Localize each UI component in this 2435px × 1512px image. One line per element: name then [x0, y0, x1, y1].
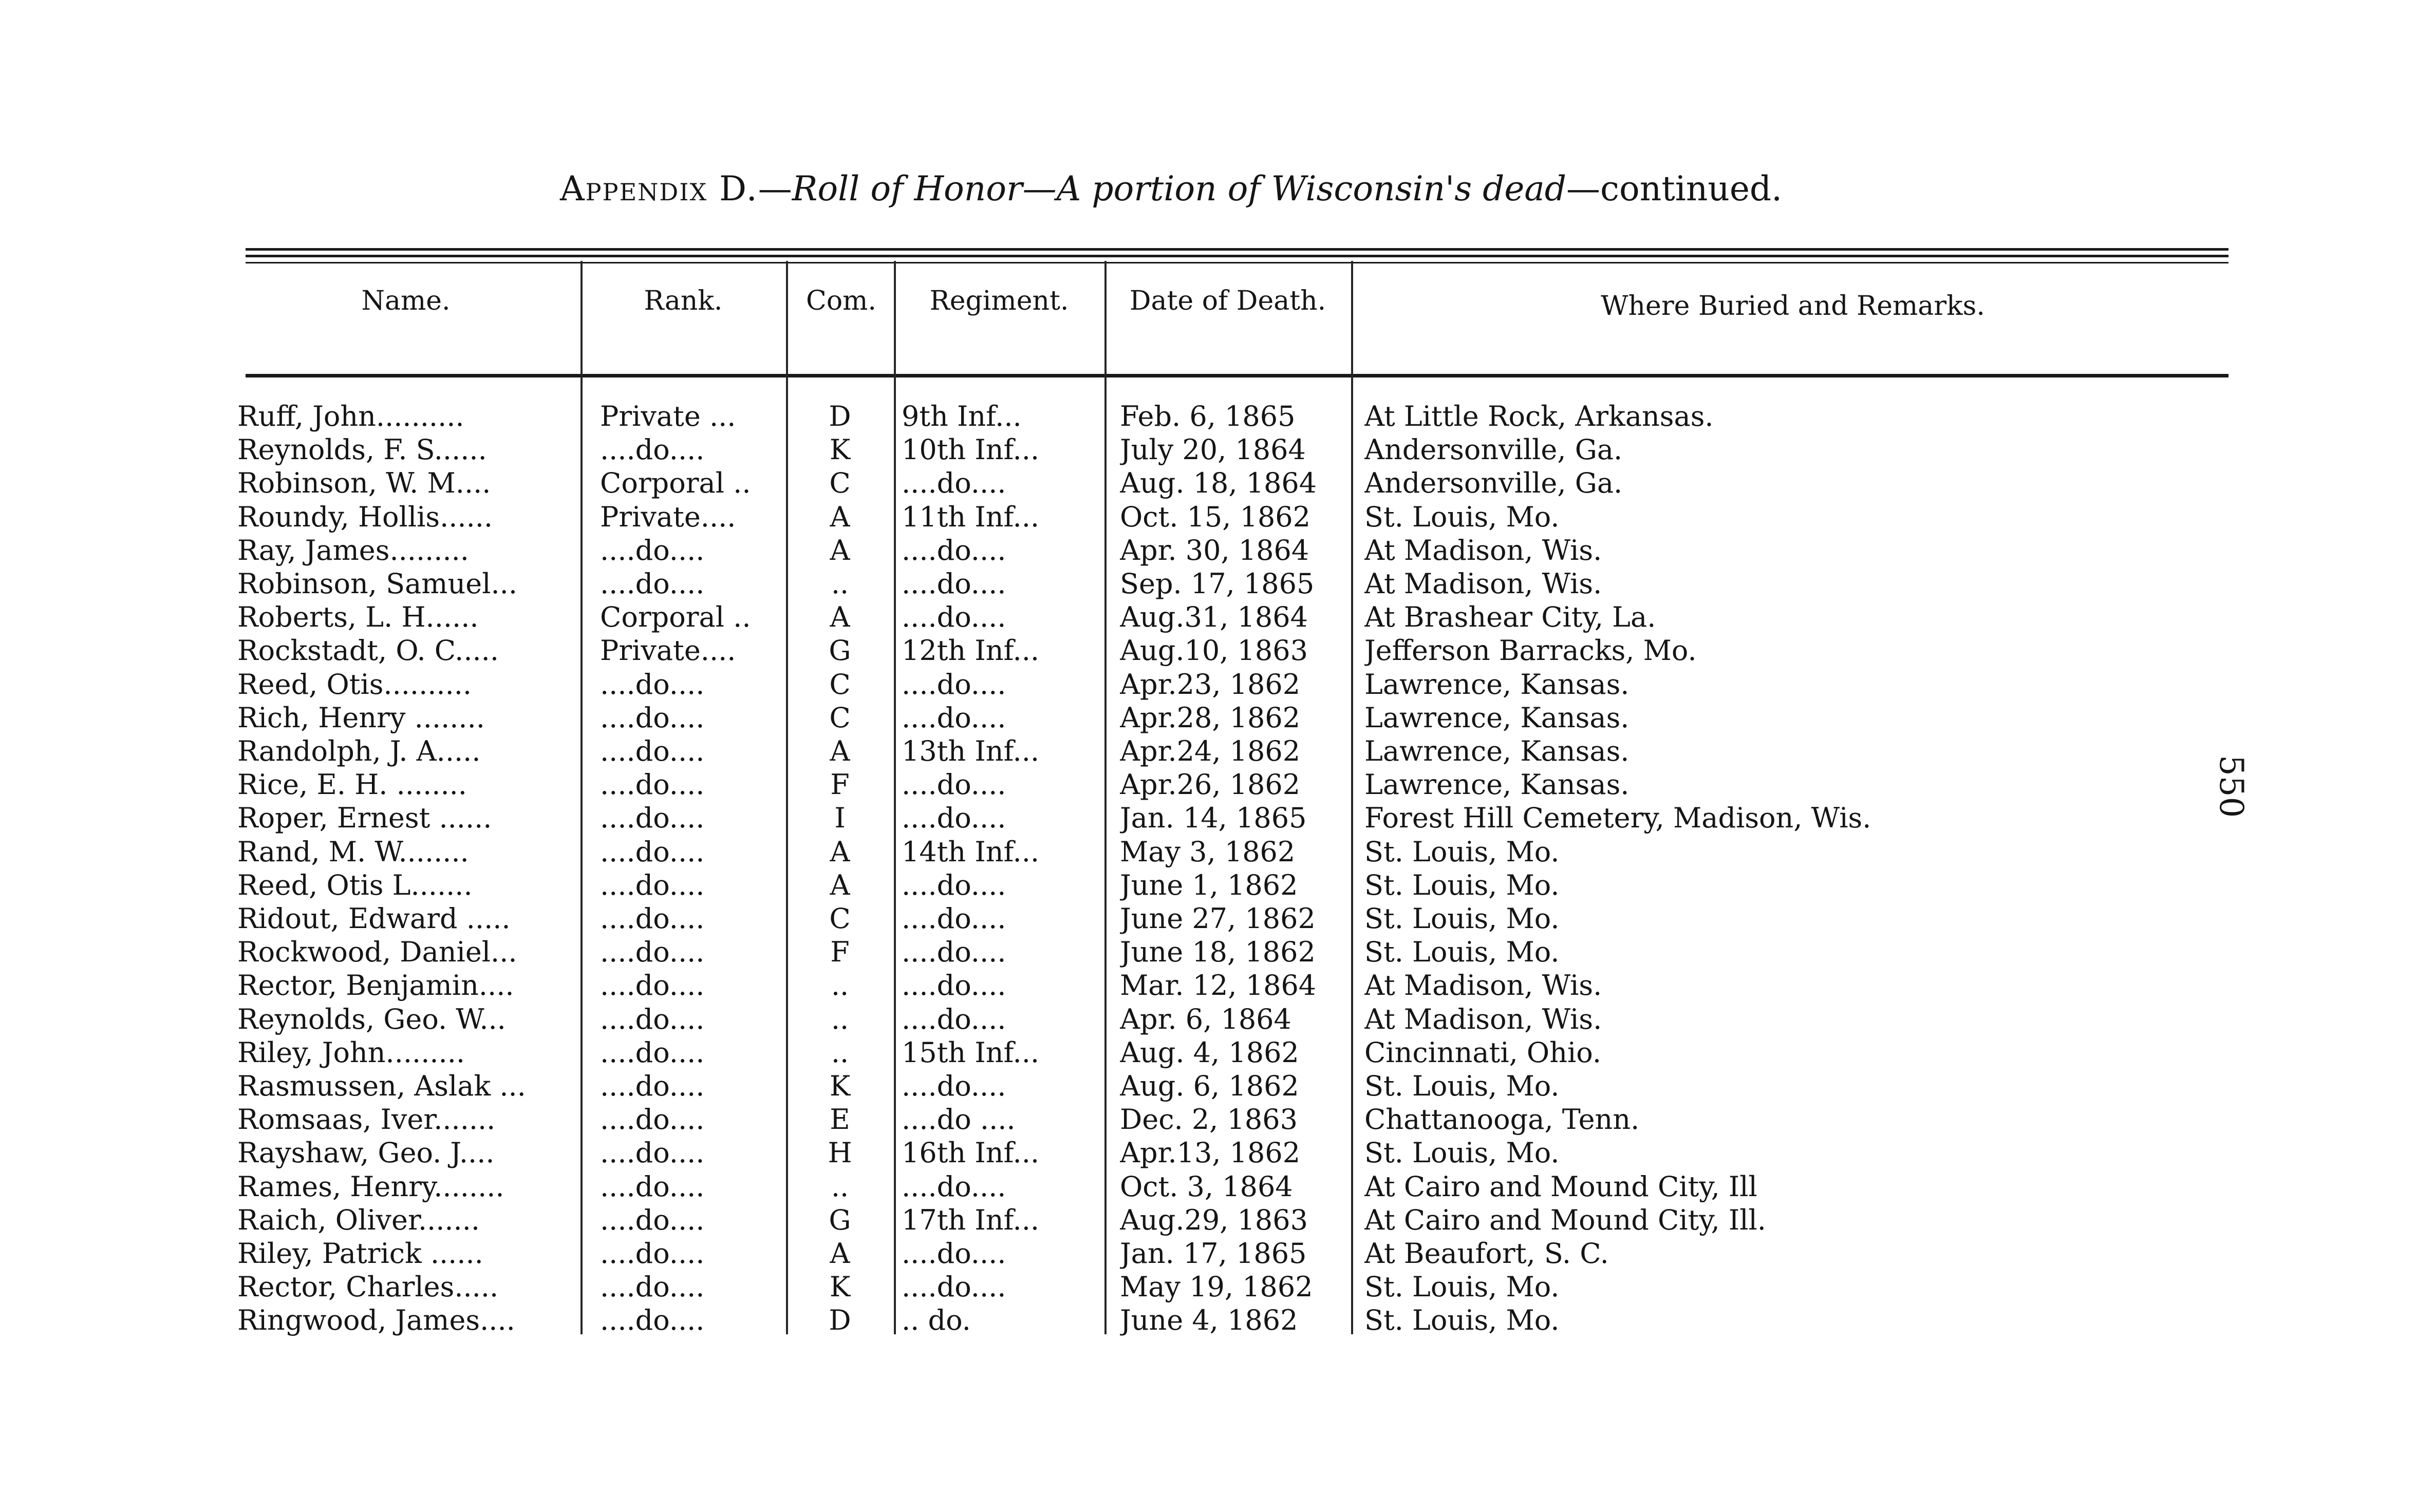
row-company: ..: [831, 1003, 849, 1035]
row-burial-place: Lawrence, Kansas.: [1364, 668, 1629, 701]
table-row: [0, 400, 2435, 433]
row-regiment: 15th Inf...: [902, 1036, 1040, 1069]
table-row: [0, 935, 2435, 969]
row-burial-place: At Brashear City, La.: [1364, 601, 1656, 634]
row-regiment: ....do....: [902, 701, 1006, 734]
row-company: ..: [831, 969, 849, 1002]
row-date-of-death: Dec. 2, 1863: [1120, 1103, 1298, 1136]
header-rank: Rank.: [644, 286, 723, 316]
row-date-of-death: Mar. 12, 1864: [1120, 969, 1317, 1002]
row-date-of-death: Oct. 15, 1862: [1120, 500, 1311, 533]
row-rank: ....do....: [600, 1170, 705, 1203]
table-row: [0, 1203, 2435, 1237]
row-name: Ridout, Edward .....: [237, 902, 511, 935]
row-company: C: [829, 902, 851, 935]
row-name: Rayshaw, Geo. J....: [237, 1137, 495, 1169]
row-regiment: ....do....: [902, 1070, 1006, 1102]
row-regiment: ....do....: [902, 1237, 1006, 1270]
row-date-of-death: Aug.31, 1864: [1120, 601, 1308, 634]
row-rank: ....do....: [600, 868, 705, 901]
page-number: 550: [2212, 755, 2250, 818]
row-rank: ....do....: [600, 768, 705, 801]
row-rank: ....do....: [600, 1003, 705, 1035]
row-date-of-death: June 18, 1862: [1120, 936, 1316, 969]
row-regiment: 16th Inf...: [902, 1137, 1040, 1169]
row-regiment: ....do....: [902, 668, 1006, 701]
table-row: [0, 1237, 2435, 1271]
row-rank: ....do....: [600, 969, 705, 1002]
row-name: Riley, John.........: [237, 1036, 465, 1069]
row-date-of-death: Apr.24, 1862: [1120, 735, 1301, 767]
table-row: [0, 534, 2435, 568]
row-regiment: 10th Inf...: [902, 433, 1040, 466]
row-burial-place: At Madison, Wis.: [1364, 1003, 1602, 1035]
row-regiment: ....do....: [902, 868, 1006, 901]
row-company: D: [829, 1304, 851, 1337]
row-name: Randolph, J. A.....: [237, 735, 481, 767]
row-rank: Corporal ..: [600, 601, 751, 634]
table-row: [0, 1103, 2435, 1137]
table-row: [0, 1303, 2435, 1337]
table-row: [0, 567, 2435, 601]
title-italic: Roll of Honor—A portion of Wisconsin's dead: [792, 169, 1566, 209]
table-row: [0, 701, 2435, 735]
row-date-of-death: June 27, 1862: [1120, 902, 1316, 935]
top-rule-1: [246, 248, 2228, 251]
row-name: Roberts, L. H......: [237, 601, 479, 634]
row-rank: ....do....: [600, 1070, 705, 1102]
row-date-of-death: Jan. 14, 1865: [1120, 802, 1307, 835]
row-name: Rector, Benjamin....: [237, 969, 514, 1002]
row-burial-place: Lawrence, Kansas.: [1364, 768, 1629, 801]
header-name: Name.: [361, 286, 451, 316]
row-date-of-death: July 20, 1864: [1120, 433, 1306, 466]
row-company: A: [830, 735, 850, 767]
row-company: E: [830, 1103, 850, 1136]
row-company: A: [830, 868, 850, 901]
row-company: A: [830, 500, 850, 533]
table-row: [0, 1003, 2435, 1036]
row-company: ..: [831, 568, 849, 600]
row-date-of-death: Jan. 17, 1865: [1120, 1237, 1307, 1270]
row-name: Roundy, Hollis......: [237, 500, 493, 533]
row-date-of-death: Apr.23, 1862: [1120, 668, 1301, 701]
row-date-of-death: Aug. 4, 1862: [1120, 1036, 1299, 1069]
row-burial-place: Lawrence, Kansas.: [1364, 735, 1629, 767]
table-row: [0, 868, 2435, 902]
row-regiment: ....do....: [902, 902, 1006, 935]
row-name: Raich, Oliver.......: [237, 1203, 480, 1236]
header-where: Where Buried and Remarks.: [1601, 291, 1985, 322]
row-name: Ringwood, James....: [237, 1304, 515, 1337]
row-burial-place: At Madison, Wis.: [1364, 534, 1602, 566]
table-row: [0, 768, 2435, 802]
row-rank: ....do....: [600, 1237, 705, 1270]
title-appendix: Appendix D.: [560, 169, 758, 209]
row-burial-place: At Cairo and Mound City, Ill.: [1364, 1203, 1766, 1236]
row-burial-place: At Cairo and Mound City, Ill: [1364, 1170, 1757, 1203]
row-date-of-death: Aug.10, 1863: [1120, 634, 1308, 667]
row-regiment: ....do ....: [902, 1103, 1016, 1136]
row-date-of-death: Feb. 6, 1865: [1120, 400, 1296, 432]
row-burial-place: At Madison, Wis.: [1364, 568, 1602, 600]
table-row: [0, 466, 2435, 500]
row-burial-place: Andersonville, Ga.: [1364, 433, 1623, 466]
row-burial-place: St. Louis, Mo.: [1364, 500, 1560, 533]
row-company: H: [828, 1137, 852, 1169]
header-com: Com.: [806, 286, 876, 316]
row-burial-place: At Little Rock, Arkansas.: [1364, 400, 1714, 432]
table-row: [0, 734, 2435, 768]
row-rank: ....do....: [600, 1271, 705, 1303]
row-regiment: 13th Inf...: [902, 735, 1040, 767]
row-regiment: ....do....: [902, 467, 1006, 500]
row-date-of-death: June 4, 1862: [1120, 1304, 1298, 1337]
row-name: Reynolds, Geo. W...: [237, 1003, 506, 1035]
title-tail: —continued.: [1566, 169, 1783, 209]
row-rank: ....do....: [600, 1304, 705, 1337]
row-company: C: [829, 467, 851, 500]
row-company: K: [829, 1070, 851, 1102]
row-regiment: ....do....: [902, 1003, 1006, 1035]
row-regiment: ....do....: [902, 1170, 1006, 1203]
row-name: Roper, Ernest ......: [237, 802, 492, 835]
row-name: Reed, Otis..........: [237, 668, 472, 701]
row-rank: ....do....: [600, 1137, 705, 1169]
row-company: I: [834, 802, 846, 835]
table-row: [0, 969, 2435, 1003]
row-burial-place: Lawrence, Kansas.: [1364, 701, 1629, 734]
row-regiment: ....do....: [902, 768, 1006, 801]
row-regiment: 9th Inf...: [902, 400, 1022, 432]
row-regiment: 14th Inf...: [902, 835, 1040, 868]
row-company: ..: [831, 1036, 849, 1069]
table-row: [0, 1036, 2435, 1070]
row-date-of-death: June 1, 1862: [1120, 868, 1298, 901]
row-name: Rector, Charles.....: [237, 1271, 499, 1303]
row-rank: ....do....: [600, 534, 705, 566]
table-row: [0, 1136, 2435, 1170]
table-row: [0, 600, 2435, 634]
row-name: Reynolds, F. S......: [237, 433, 487, 466]
row-rank: Corporal ..: [600, 467, 751, 500]
row-company: G: [829, 634, 851, 667]
row-rank: ....do....: [600, 902, 705, 935]
row-rank: ....do....: [600, 802, 705, 835]
row-burial-place: St. Louis, Mo.: [1364, 1271, 1560, 1303]
top-rule-2: [246, 255, 2228, 257]
table-row: [0, 1270, 2435, 1304]
row-regiment: ....do....: [902, 534, 1006, 566]
table-row: [0, 500, 2435, 534]
row-rank: ....do....: [600, 936, 705, 969]
table-row: [0, 1170, 2435, 1204]
row-name: Rand, M. W........: [237, 835, 469, 868]
row-company: C: [829, 668, 851, 701]
row-date-of-death: Apr.28, 1862: [1120, 701, 1301, 734]
row-rank: ....do....: [600, 1036, 705, 1069]
table-row: [0, 835, 2435, 869]
row-rank: ....do....: [600, 701, 705, 734]
row-regiment: 12th Inf...: [902, 634, 1040, 667]
row-company: A: [830, 601, 850, 634]
row-regiment: ....do....: [902, 1271, 1006, 1303]
row-regiment: ....do....: [902, 936, 1006, 969]
row-rank: ....do....: [600, 835, 705, 868]
row-rank: Private....: [600, 634, 736, 667]
row-burial-place: Chattanooga, Tenn.: [1364, 1103, 1640, 1136]
row-name: Rasmussen, Aslak ...: [237, 1070, 526, 1102]
row-company: A: [830, 534, 850, 566]
table-row: [0, 634, 2435, 668]
row-name: Rames, Henry........: [237, 1170, 504, 1203]
row-burial-place: St. Louis, Mo.: [1364, 1304, 1560, 1337]
row-burial-place: Cincinnati, Ohio.: [1364, 1036, 1601, 1069]
row-company: K: [829, 1271, 851, 1303]
table-row: [0, 801, 2435, 835]
row-company: G: [829, 1203, 851, 1236]
row-burial-place: St. Louis, Mo.: [1364, 1137, 1560, 1169]
row-date-of-death: Apr.26, 1862: [1120, 768, 1301, 801]
row-date-of-death: Aug. 18, 1864: [1120, 467, 1317, 500]
row-date-of-death: Sep. 17, 1865: [1120, 568, 1315, 600]
row-regiment: ....do....: [902, 802, 1006, 835]
row-name: Romsaas, Iver.......: [237, 1103, 496, 1136]
row-burial-place: St. Louis, Mo.: [1364, 868, 1560, 901]
row-name: Ray, James.........: [237, 534, 469, 566]
row-name: Robinson, Samuel...: [237, 568, 518, 600]
row-date-of-death: Aug.29, 1863: [1120, 1203, 1308, 1236]
row-burial-place: At Beaufort, S. C.: [1364, 1237, 1609, 1270]
row-date-of-death: Apr.13, 1862: [1120, 1137, 1301, 1169]
page-title: [560, 169, 1921, 209]
row-name: Riley, Patrick ......: [237, 1237, 483, 1270]
row-company: K: [829, 433, 851, 466]
row-company: F: [830, 936, 850, 969]
row-company: ..: [831, 1170, 849, 1203]
row-name: Rockstadt, O. C.....: [237, 634, 499, 667]
table-row: [0, 668, 2435, 702]
header-date: Date of Death.: [1129, 286, 1326, 316]
row-name: Reed, Otis L.......: [237, 868, 473, 901]
table-row: [0, 433, 2435, 467]
row-regiment: 17th Inf...: [902, 1203, 1040, 1236]
row-name: Rockwood, Daniel...: [237, 936, 517, 969]
row-burial-place: St. Louis, Mo.: [1364, 936, 1560, 969]
row-rank: ....do....: [600, 735, 705, 767]
row-burial-place: St. Louis, Mo.: [1364, 902, 1560, 935]
row-rank: ....do....: [600, 433, 705, 466]
table-row: [0, 902, 2435, 936]
row-company: D: [829, 400, 851, 432]
header-rule: [246, 374, 2228, 377]
row-rank: ....do....: [600, 668, 705, 701]
row-regiment: ....do....: [902, 568, 1006, 600]
row-date-of-death: Apr. 6, 1864: [1120, 1003, 1291, 1035]
row-name: Rich, Henry ........: [237, 701, 485, 734]
row-company: C: [829, 701, 851, 734]
header-regiment: Regiment.: [929, 286, 1069, 316]
row-date-of-death: May 19, 1862: [1120, 1271, 1313, 1303]
row-date-of-death: Apr. 30, 1864: [1120, 534, 1309, 566]
row-rank: Private ...: [600, 400, 736, 432]
row-company: F: [830, 768, 850, 801]
row-regiment: .. do.: [902, 1304, 971, 1337]
table-row: [0, 1069, 2435, 1103]
row-company: A: [830, 1237, 850, 1270]
row-rank: ....do....: [600, 568, 705, 600]
row-date-of-death: Oct. 3, 1864: [1120, 1170, 1293, 1203]
row-rank: ....do....: [600, 1103, 705, 1136]
row-name: Ruff, John..........: [237, 400, 464, 432]
row-name: Rice, E. H. ........: [237, 768, 467, 801]
row-regiment: ....do....: [902, 969, 1006, 1002]
row-date-of-death: Aug. 6, 1862: [1120, 1070, 1299, 1102]
row-rank: Private....: [600, 500, 736, 533]
row-burial-place: Forest Hill Cemetery, Madison, Wis.: [1364, 802, 1871, 835]
row-date-of-death: May 3, 1862: [1120, 835, 1296, 868]
row-rank: ....do....: [600, 1203, 705, 1236]
row-burial-place: Jefferson Barracks, Mo.: [1364, 634, 1697, 667]
row-burial-place: Andersonville, Ga.: [1364, 467, 1623, 500]
row-name: Robinson, W. M....: [237, 467, 491, 500]
row-burial-place: At Madison, Wis.: [1364, 969, 1602, 1002]
row-regiment: ....do....: [902, 601, 1006, 634]
row-regiment: 11th Inf...: [902, 500, 1040, 533]
title-dash: —: [758, 169, 792, 209]
top-rule-3: [246, 262, 2228, 263]
row-burial-place: St. Louis, Mo.: [1364, 1070, 1560, 1102]
row-company: A: [830, 835, 850, 868]
row-burial-place: St. Louis, Mo.: [1364, 835, 1560, 868]
